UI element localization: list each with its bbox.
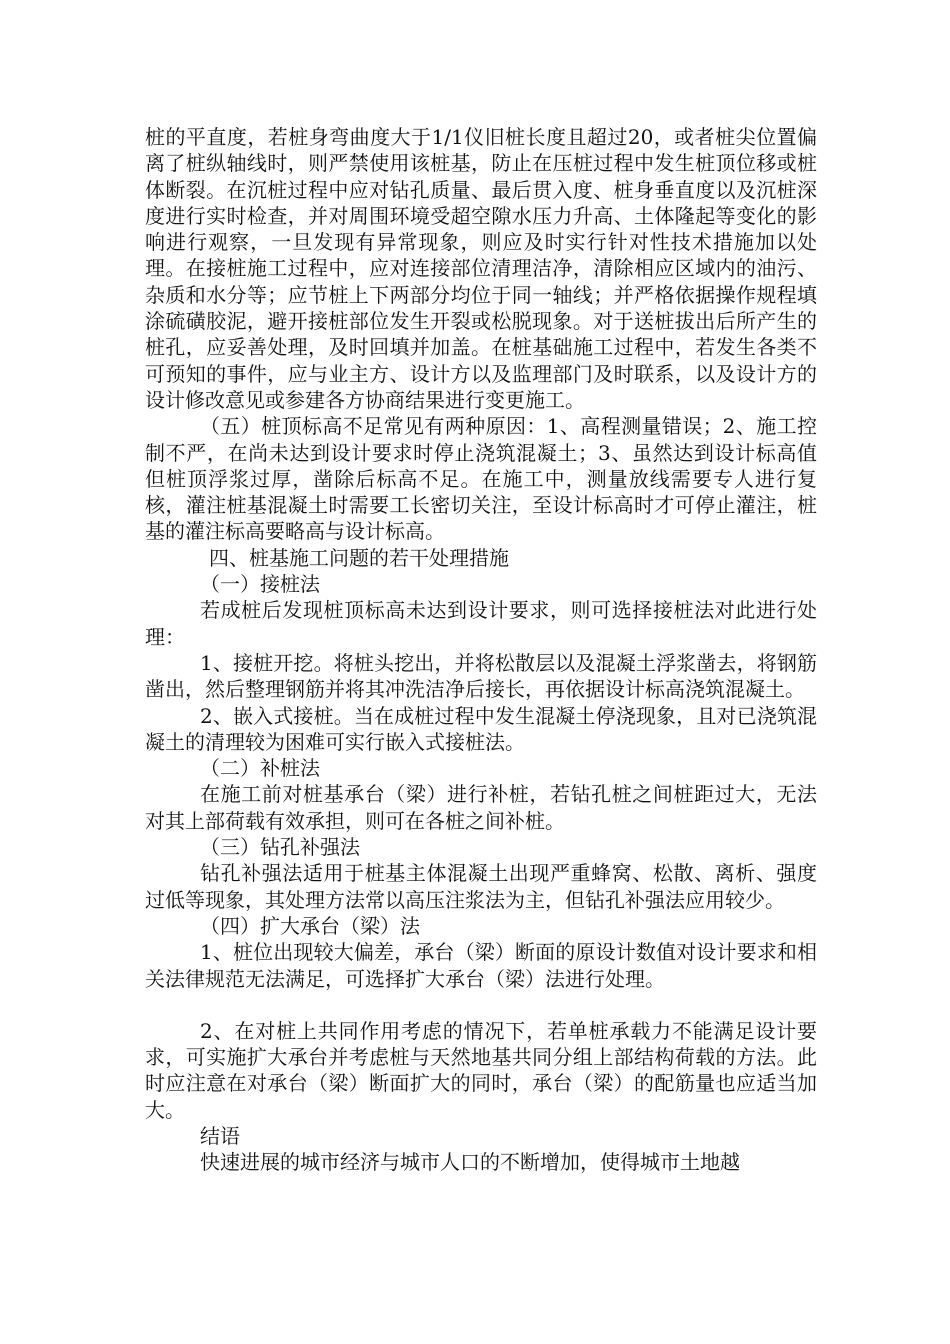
paragraph-conclusion: 快速进展的城市经济与城市人口的不断增加，使得城市土地越 [200, 1150, 740, 1175]
section-heading-four: 四、桩基施工问题的若干处理措施 [209, 545, 509, 570]
subheading-supplementary-pile: （二）补桩法 [200, 756, 320, 781]
paragraph-drill-reinforcement: 钻孔补强法适用于桩基主体混凝土出现严重蜂窝、松散、离析、强度过低等现象，其处理方法常以高压注浆法为主，但钻孔补强法应用较少。 [145, 861, 817, 912]
paragraph-pile-straightness: 桩的平直度，若桩身弯曲度大于1/1仪旧桩长度且超过20，或者桩尖位置偏离了桩纵轴线时，则严禁使用该桩基，防止在压桩过程中发生桩顶位移或桩体断裂。在沉桩过程中应对钻孔质量、最后贯入度、桩身垂直度以及沉桩深度进行实时检查，并对周围环境受超空隙水压力升高、土体隆起等变化的影响进行观察，一旦发现有异常现象，则应及时实行针对性技术措施加以处理。在接桩施工过程中，应对连接部位清理洁净，清除相应区域内的油污、杂质和水分等；应节桩上下两部分均位于同一轴线；并严格依据操作规程填涂硫磺胶泥，避开接桩部位发生开裂或松脱现象。对于送桩拔出后所产生的桩孔，应妥善处理，及时回填并加盖。在桩基础施工过程中，若发生各类不可预知的事件，应与业主方、设计方以及监理部门及时联系，以及设计方的设计修改意见或参建各方协商结果进行变更施工。 [145, 125, 817, 412]
subheading-drill-reinforcement: （三）钻孔补强法 [200, 835, 360, 860]
paragraph-splice-excavation: 1、接桩开挖。将桩头挖出，并将松散层以及混凝土浮浆凿去，将钢筋凿出，然后整理钢筋并将其冲洗洁净后接长，再依据设计标高浇筑混凝土。 [145, 650, 817, 702]
document-page [145, 124, 817, 1176]
paragraph-supplementary-pile: 在施工前对桩基承台（梁）进行补桩，若钻孔桩之间桩距过大，无法对其上部荷载有效承担，则可在各桩之间补桩。 [145, 782, 817, 833]
subheading-conclusion: 结语 [200, 1123, 240, 1148]
subheading-enlarged-cap: （四）扩大承台（梁）法 [200, 913, 420, 938]
paragraph-splice-intro: 若成桩后发现桩顶标高未达到设计要求，则可选择接桩法对此进行处理： [145, 598, 817, 649]
blank-line [145, 992, 817, 1018]
paragraph-enlarged-cap-1: 1、桩位出现较大偏差，承台（梁）断面的原设计数值对设计要求和相关法律规范无法满足，可选择扩大承台（梁）法进行处理。 [145, 940, 817, 991]
paragraph-enlarged-cap-2: 2、在对桩上共同作用考虑的情况下，若单桩承载力不能满足设计要求，可实施扩大承台并考虑桩与天然地基共同分组上部结构荷载的方法。此时应注意在对承台（梁）断面扩大的同时，承台（梁）的配筋量也应适当加大。 [145, 1018, 817, 1122]
paragraph-embedded-splice: 2、嵌入式接桩。当在成桩过程中发生混凝土停浇现象，且对已浇筑混凝土的清理较为困难可实行嵌入式接桩法。 [145, 703, 817, 754]
subheading-splice-method: （一）接桩法 [200, 572, 320, 597]
paragraph-pile-top-elevation: （五）桩顶标高不足常见有两种原因：1、高程测量错误；2、施工控制不严，在尚未达到设计要求时停止浇筑混凝土；3、虽然达到设计标高值但桩顶浮浆过厚，凿除后标高不足。在施工中，测量放线需要专人进行复核，灌注桩基混凝土时需要工长密切关注，至设计标高时才可停止灌注，桩基的灌注标高要略高与设计标高。 [145, 414, 817, 544]
